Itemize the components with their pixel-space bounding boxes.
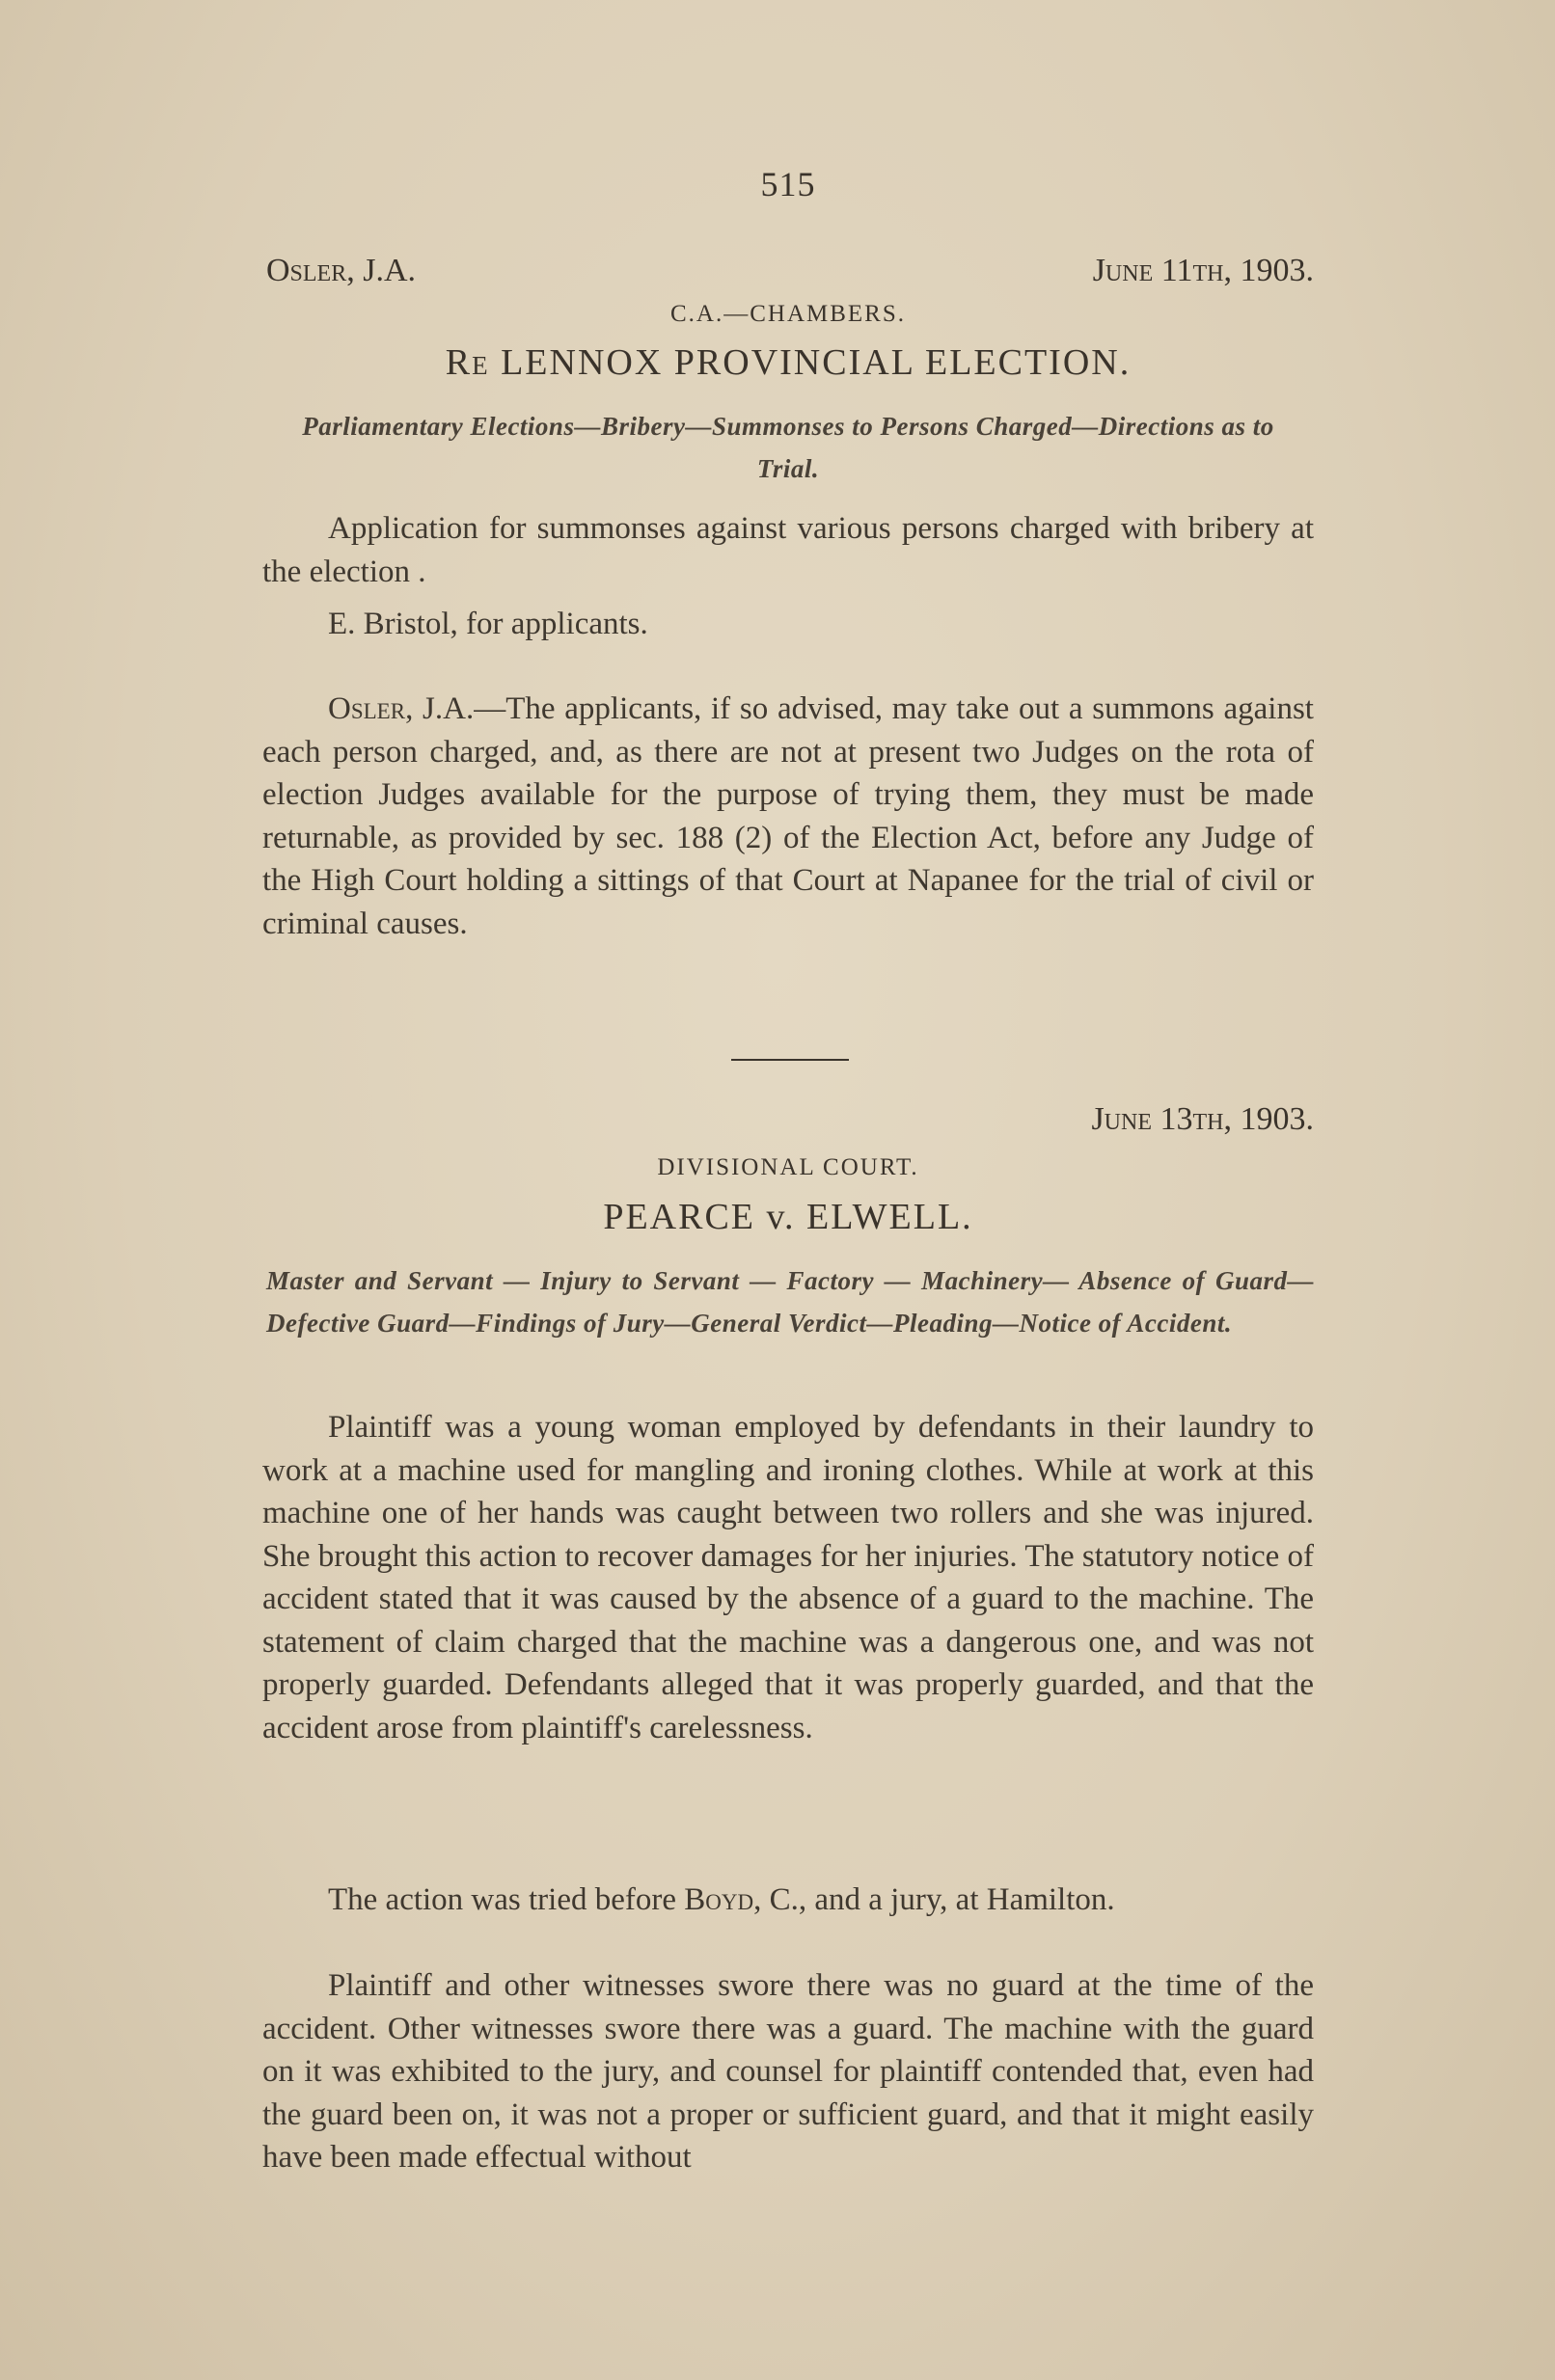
case1-judgment-judge: Osler, J.A. <box>328 691 475 726</box>
case1-title-prefix: Re <box>445 342 490 383</box>
section-divider <box>731 1059 849 1061</box>
case2-date: June 13th, 1903. <box>1091 1101 1314 1137</box>
case2-para2-before: The action was tried before <box>328 1882 685 1917</box>
case1-judge: Osler, J.A. <box>266 253 417 288</box>
case2-para3: Plaintiff and other witnesses swore there was no guard at the time of the accident. Other witnesses swore there was a guard. The machine with the guard on it was exhibited to the jury, and counsel for plaintiff contended that, even had the guard been on, it was not a proper or sufficient guard, and that it might easily have been made effectual without <box>262 1968 1314 2175</box>
case2-para2-judge: Boyd <box>684 1882 754 1917</box>
case2-para2 <box>262 1879 1314 1922</box>
case1-headnote: Parliamentary Elections—Bribery—Summonses to Persons Charged—Directions as to Trial. <box>302 412 1274 483</box>
case1-summary: Application for summonses against various persons charged with bribery at the election . <box>262 511 1314 589</box>
case2-title: PEARCE v. ELWELL. <box>603 1197 973 1237</box>
case1-judgment-text: —The applicants, if so advised, may take out a summons against each person charged, and, as there are not at present two Judges on the rota of election Judges available for the purpose of trying them, they must be made returnable, as provided by sec. 188 (2) of the Election Act, before any Judge of the High Court holding a sittings of that Court at Napanee for the trial of civil or criminal causes. <box>262 691 1314 941</box>
page-number: 515 <box>760 165 816 203</box>
case1-counsel: E. Bristol, for applicants. <box>328 607 648 641</box>
case1-judgment <box>262 688 1314 945</box>
case2-headnote: Master and Servant — Injury to Servant — Factory — Machinery— Absence of Guard—Defective Guard—Findings of Jury—General Verdict—Pleading—Notice of Accident. <box>266 1266 1314 1338</box>
case1-title <box>262 341 1314 384</box>
case2-court: DIVISIONAL COURT. <box>657 1154 919 1180</box>
case1-date: June 11th, 1903. <box>1092 253 1314 288</box>
case1-court: C.A.—CHAMBERS. <box>669 301 906 327</box>
case1-title-main: LENNOX PROVINCIAL ELECTION. <box>501 342 1132 383</box>
case2-para1: Plaintiff was a young woman employed by defendants in their laundry to work at a machine used for mangling and ironing clothes. While at work at this machine one of her hands was caught between two rollers and she was injured. She brought this action to recover damages for her injuries. The statutory notice of accident stated that it was caused by the absence of a guard to the machine. The statement of claim charged that the machine was a dangerous one, and was not properly guarded. Defendants alleged that it was properly guarded, and that the accident arose from plaintiff's carelessness. <box>262 1410 1314 1745</box>
case2-para2-after: , C., and a jury, at Hamilton. <box>753 1882 1115 1917</box>
